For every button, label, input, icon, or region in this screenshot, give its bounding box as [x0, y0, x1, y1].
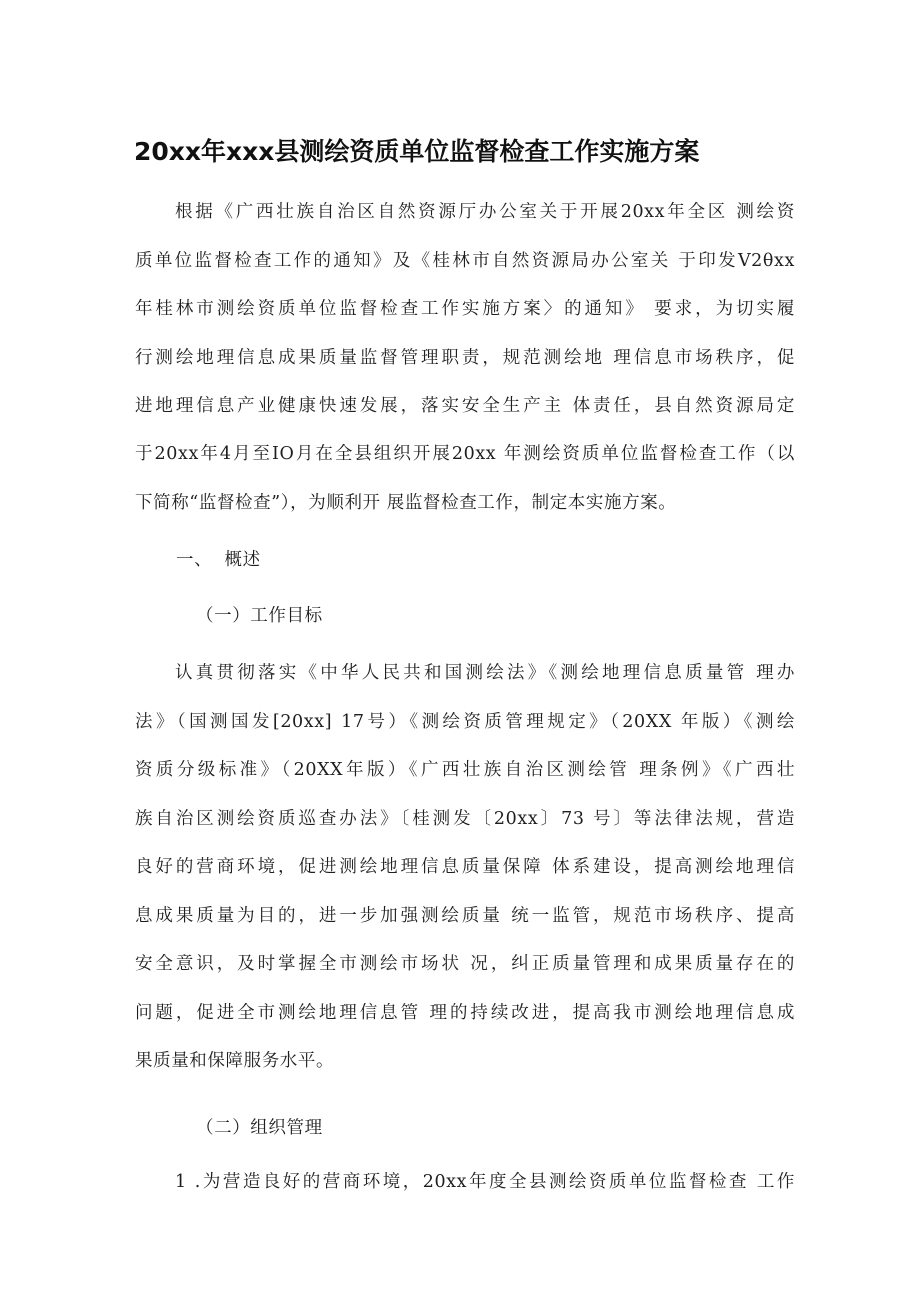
goal-line: 族自治区测绘资质巡查办法》〔桂测发〔20xx〕73 号〕等法律法规，营造 — [135, 809, 795, 829]
intro-line: 质单位监督检查工作的通知》及《桂林市自然资源局办公室关 于印发V2θxx — [135, 251, 795, 271]
subsection-heading: （二）组织管理 — [196, 1118, 323, 1138]
goal-line: 认真贯彻落实《中华人民共和国测绘法》《测绘地理信息质量管 理办 — [175, 663, 795, 683]
intro-line: 根据《广西壮族自治区自然资源厅办公室关于开展20xx年全区 测绘资 — [175, 202, 795, 222]
goal-line: 果质量和保障服务水平。 — [135, 1051, 335, 1071]
goal-line: 问题，促进全市测绘地理信息管 理的持续改进，提高我市测绘地理信息成 — [135, 1003, 795, 1023]
goal-line: 安全意识，及时掌握全市测绘市场状 况，纠正质量管理和成果质量存在的 — [135, 954, 795, 974]
intro-line: 进地理信息产业健康快速发展，落实安全生产主 体责任，县自然资源局定 — [135, 396, 795, 416]
management-line: 1 .为营造良好的营商环境，20xx年度全县测绘资质单位监督检查 工作 — [175, 1172, 795, 1192]
goal-line: 息成果质量为目的，进一步加强测绘质量 统一监管，规范市场秩序、提高 — [135, 906, 795, 926]
intro-line: 下简称“监督检查”），为顺利开 展监督检查工作，制定本实施方案。 — [135, 493, 677, 513]
section-heading: 一、 概述 — [176, 550, 261, 570]
intro-line: 行测绘地理信息成果质量监督管理职责，规范测绘地 理信息市场秩序，促 — [135, 348, 795, 368]
goal-line: 资质分级标准》（20XX年版）《广西壮族自治区测绘管 理条例》《广西壮 — [135, 760, 795, 780]
subsection-heading: （一）工作目标 — [196, 606, 323, 626]
goal-line: 良好的营商环境，促进测绘地理信息质量保障 体系建设，提高测绘地理信 — [135, 857, 795, 877]
document-title: 20xx年xxx县测绘资质单位监督检查工作实施方案 — [134, 137, 700, 166]
goal-line: 法》（国测国发[20xx] 17号）《测绘资质管理规定》（20XX 年版）《测绘 — [135, 712, 795, 732]
intro-line: 于20xx年4月至IO月在全县组织开展20xx 年测绘资质单位监督检查工作（以 — [135, 444, 795, 464]
intro-line: 年桂林市测绘资质单位监督检查工作实施方案〉的通知》 要求，为切实履 — [135, 299, 795, 319]
